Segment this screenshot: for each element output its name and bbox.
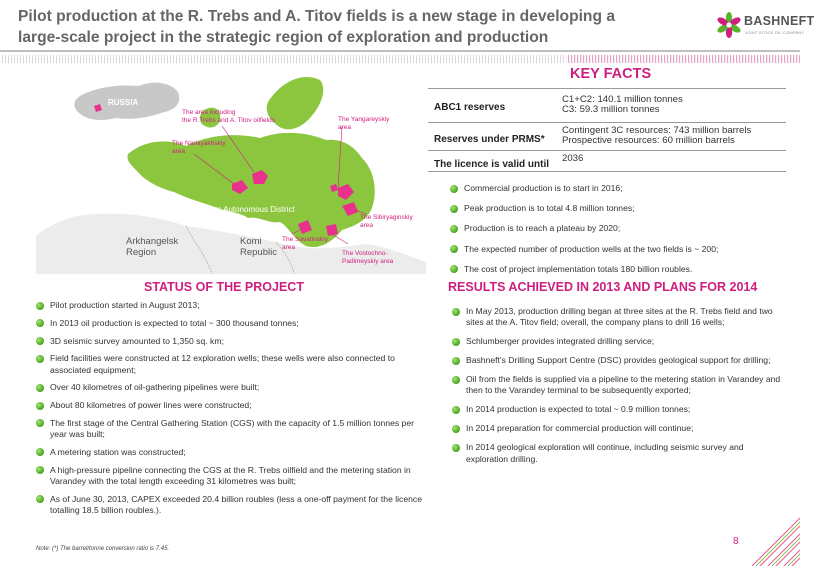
list-item: A high-pressure pipeline connecting the CGS at the R. Trebs oilfield and the metering station in Varandey with the total length exceeding 31 kilometres was built; [36,465,422,487]
bullet-icon [452,406,460,414]
list-item: Bashneft's Drilling Support Centre (DSC) provides geological support for drilling; [452,355,787,366]
list-item: The first stage of the Central Gathering Station (CGS) with the capacity of 1.5 million tonnes per year was built; [36,418,422,440]
page-title-line-2: large-scale project in the strategic region of exploration and production [18,29,549,46]
list-item: In 2014 geological exploration will continue, including seismic survey and exploration drilling. [452,442,787,464]
list-item: Pilot production started in August 2013; [36,300,422,311]
bullet-icon [36,402,44,410]
status-bullet-list [36,300,422,523]
list-item: About 80 kilometres of power lines were constructed; [36,400,422,411]
region-map [36,66,426,274]
list-item: The cost of project implementation totals 180 billion roubles. [450,264,785,275]
bullet-icon [450,185,458,193]
results-bullet-list [452,306,787,473]
page-number: 8 [733,536,739,547]
bullet-icon [36,319,44,327]
key-facts-label: ABC1 reserves [434,102,506,113]
bullet-icon [452,338,460,346]
list-item: Production is to reach a plateau by 2020; [450,223,785,234]
key-facts-label: Reserves under PRMS* [434,134,545,145]
corner-decoration-icon [748,516,800,566]
region-map-graphic [36,66,426,274]
key-facts-value: 2036 [562,153,584,164]
bullet-icon [452,444,460,452]
list-item: The expected number of production wells at the two fields is ~ 200; [450,244,785,255]
bullet-icon [452,308,460,316]
bullet-icon [36,384,44,392]
key-facts-label: The licence is valid until [434,159,550,170]
list-item: In 2013 oil production is expected to total ~ 300 thousand tonnes; [36,318,422,329]
logo-wordmark: BASHNEFT [744,14,814,28]
list-item: 3D seismic survey amounted to 1,350 sq. km; [36,336,422,347]
key-facts-value: Contingent 3C resources: 743 million barrels Prospective resources: 60 million barrels [562,125,752,146]
decorative-stripes-pink [566,55,800,63]
key-facts-row [428,123,786,151]
bullet-icon [36,466,44,474]
header-divider [0,50,800,52]
bullet-icon [450,245,458,253]
footnote: Note: (*) The barrel/tonne conversion ratio is 7.45. [36,546,170,552]
logo-subtitle: JOINT STOCK OIL COMPANY [745,30,805,35]
key-facts-value: C1+C2: 140.1 million tonnes C3: 59.3 million tonnes [562,94,683,115]
map-label-yangareyskiy: The Yangareyskiy area [338,116,390,131]
list-item: Over 40 kilometres of oil-gathering pipelines were built; [36,382,422,393]
list-item: In 2014 production is expected to total ~ 0.9 million tonnes; [452,404,787,415]
bullet-icon [450,265,458,273]
list-item: Schlumberger provides integrated drilling service; [452,336,787,347]
bullet-icon [36,419,44,427]
bullet-icon [452,357,460,365]
key-facts-row [428,151,786,172]
map-label-trebs-titov: The area including the R.Trebs and A. Titov oilfields [182,109,275,124]
list-item: In May 2013, production drilling began at three sites at the R. Trebs field and two sites at the A. Titov field; overall, the company plans to drill 16 wells; [452,306,787,328]
map-label-nariayakhskiy: The Nariayakhskiy area [172,140,226,155]
list-item: Oil from the fields is supplied via a pipeline to the metering station in Varandey and then to the Varandey terminal to be subsequently exported; [452,374,787,396]
list-item: Peak production is to total 4.8 million tonnes; [450,203,785,214]
map-label-sibiryaginskiy: The Sibiryaginskiy area [360,214,413,229]
list-item: A metering station was constructed; [36,447,422,458]
map-label-savatinskiy: The Savatinskiy area [282,236,328,251]
bullet-icon [452,425,460,433]
key-facts-row [428,89,786,123]
list-item: Commercial production is to start in 2016; [450,183,785,194]
bullet-icon [452,376,460,384]
map-label-arkhangelsk: Arkhangelsk Region [126,236,179,258]
page-title-line-1: Pilot production at the R. Trebs and A. Titov fields is a new stage in developing a [18,8,615,25]
map-label-nenets: Nenets Autonomous District [196,205,295,214]
bashneft-flower-icon [716,12,742,38]
key-facts-heading: KEY FACTS [570,66,652,82]
key-facts-table [428,88,786,172]
list-item: In 2014 preparation for commercial production will continue; [452,423,787,434]
status-heading: STATUS OF THE PROJECT [144,280,304,294]
map-label-komi: Komi Republic [240,236,277,258]
list-item: Field facilities were constructed at 12 exploration wells; these wells were also connected to associated equipment; [36,353,422,375]
bullet-icon [36,448,44,456]
map-label-vostochno: The Vostochno- Padimeyskiy area [342,250,394,265]
map-label-russia: RUSSIA [108,98,139,107]
bullet-icon [36,337,44,345]
company-logo [716,10,814,44]
key-facts-bullet-list [450,183,785,284]
page-title [18,6,658,48]
bullet-icon [450,205,458,213]
results-heading: RESULTS ACHIEVED IN 2013 AND PLANS FOR 2014 [448,280,758,294]
list-item: As of June 30, 2013, CAPEX exceeded 20.4 billion roubles (less a one-off payment for the licence totalling 18.5 billion roubles.). [36,494,422,516]
bullet-icon [36,302,44,310]
bullet-icon [450,225,458,233]
bullet-icon [36,495,44,503]
bullet-icon [36,355,44,363]
